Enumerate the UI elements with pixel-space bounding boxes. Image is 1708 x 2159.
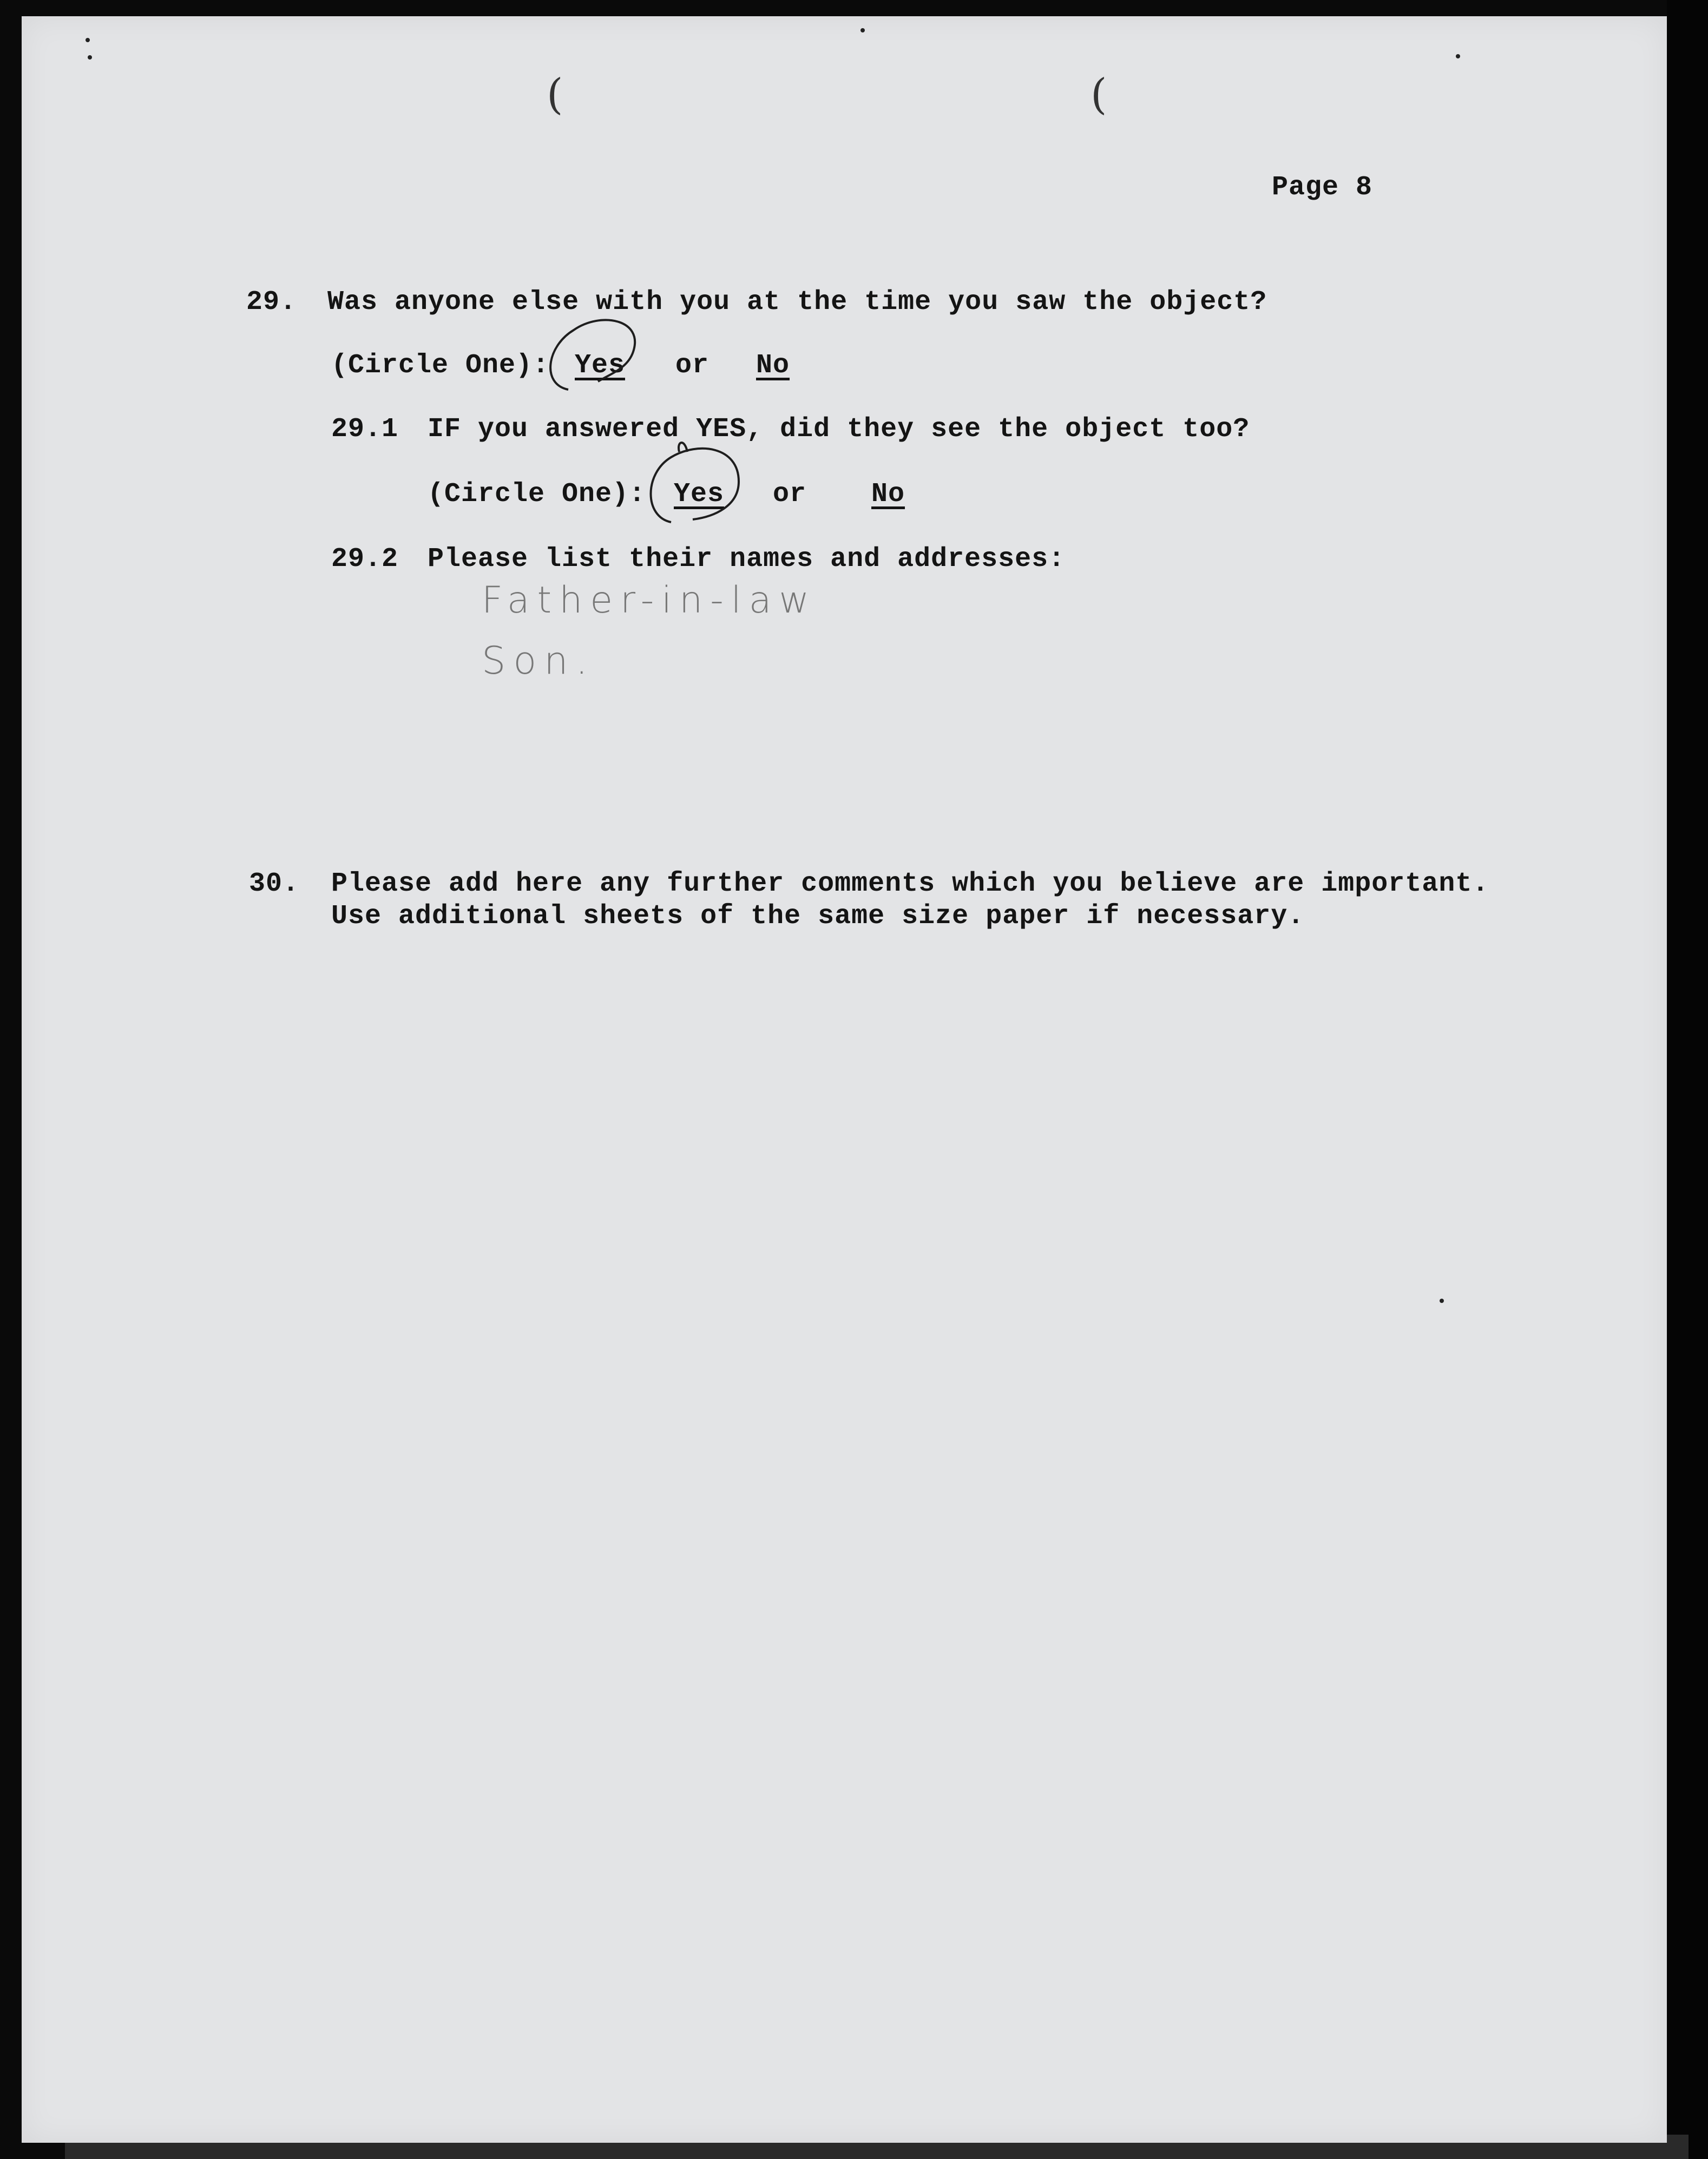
page-number: Page 8 <box>1272 172 1373 203</box>
punch-mark-left: ( <box>547 70 563 119</box>
q29-1-question: IF you answered YES, did they see the object too? <box>428 414 1250 445</box>
handwritten-name-1: Father-in-law <box>482 579 817 622</box>
q29-or: or <box>675 350 710 381</box>
speck <box>860 28 865 32</box>
q29-yes-circle <box>536 308 666 400</box>
q29-1-yes-option: Yes <box>674 479 725 510</box>
handwritten-name-2: Son. <box>482 639 595 683</box>
punch-mark-right: ( <box>1091 70 1107 119</box>
q29-circle-label: (Circle One): <box>331 350 550 381</box>
speck <box>88 55 92 60</box>
q30-number: 30. <box>249 868 300 899</box>
q29-2-question: Please list their names and addresses: <box>428 544 1066 575</box>
q29-1-yes-circle <box>633 436 763 533</box>
q29-1-number: 29.1 <box>331 414 399 445</box>
q29-number: 29. <box>246 287 297 318</box>
q29-question: Was anyone else with you at the time you saw the object? <box>327 287 1267 318</box>
q29-1-no-option: No <box>871 479 905 510</box>
q29-1-circle-label: (Circle One): <box>428 479 646 510</box>
speck <box>1440 1299 1444 1303</box>
document-page <box>22 16 1667 2143</box>
q30-line-2: Use additional sheets of the same size paper if necessary. <box>331 901 1305 932</box>
speck <box>1456 54 1460 58</box>
scan-border-right <box>1667 0 1708 2159</box>
q29-no-option: No <box>756 350 790 381</box>
q29-2-number: 29.2 <box>331 544 399 575</box>
speck <box>86 38 90 42</box>
q29-1-or: or <box>773 479 807 510</box>
q29-yes-option: Yes <box>575 350 626 381</box>
q30-line-1: Please add here any further comments which you believe are important. <box>331 868 1489 899</box>
